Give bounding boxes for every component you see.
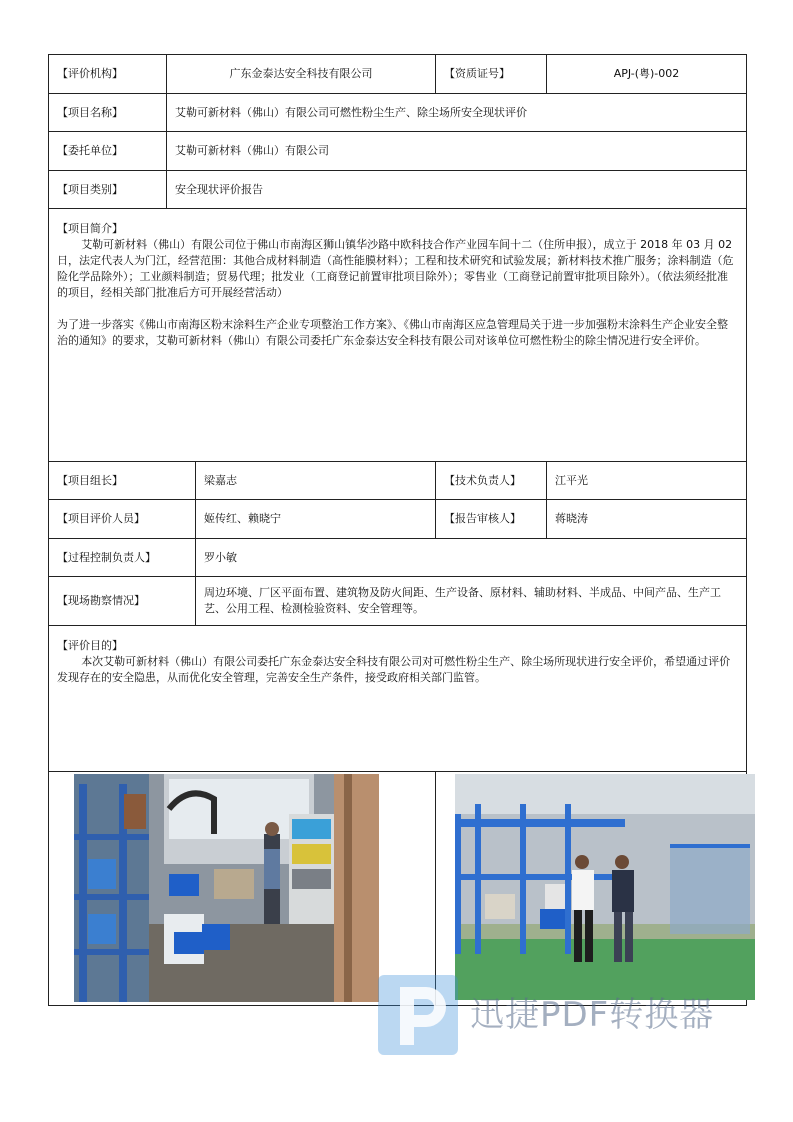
purpose-heading: 【评价目的】	[57, 639, 123, 652]
row-photos	[49, 772, 747, 1006]
tech-lead-value: 江平光	[547, 462, 747, 500]
leader-value: 梁嘉志	[196, 462, 436, 500]
client-label: 【委托单位】	[49, 132, 167, 171]
client-value: 艾勒可新材料（佛山）有限公司	[167, 132, 747, 171]
row-project-name	[49, 94, 747, 132]
row-leader	[49, 462, 747, 500]
row-staff	[49, 500, 747, 539]
org-label: 【评价机构】	[49, 55, 167, 94]
survey-value: 周边环境、厂区平面布置、建筑物及防火间距、生产设备、原材料、辅助材料、半成品、中间产品、生产工艺、公用工程、检测检验资料、安全管理等。	[196, 577, 747, 626]
evaluation-info-table	[48, 54, 747, 1006]
type-value: 安全现状评价报告	[167, 171, 747, 209]
purpose-section	[49, 626, 747, 772]
project-name-label: 【项目名称】	[49, 94, 167, 132]
survey-label: 【现场勘察情况】	[49, 577, 196, 626]
watermark-text: 迅捷PDF转换器	[470, 995, 715, 1035]
row-project-type	[49, 171, 747, 209]
site-photo-inspectors	[455, 774, 755, 1000]
intro-section	[49, 209, 747, 462]
row-purpose	[49, 626, 747, 772]
site-photo-warehouse	[74, 774, 379, 1002]
photo-cell-left	[49, 772, 436, 1006]
process-label: 【过程控制负责人】	[49, 539, 196, 577]
staff-label: 【项目评价人员】	[49, 500, 196, 539]
intro-heading: 【项目简介】	[57, 222, 123, 235]
cert-label: 【资质证号】	[436, 55, 547, 94]
tech-lead-label: 【技术负责人】	[436, 462, 547, 500]
row-process	[49, 539, 747, 577]
row-org	[49, 55, 747, 94]
pdf-converter-logo-icon	[378, 975, 458, 1055]
type-label: 【项目类别】	[49, 171, 167, 209]
reviewer-value: 蒋晓涛	[547, 500, 747, 539]
process-value: 罗小敏	[196, 539, 747, 577]
watermark	[378, 975, 738, 1059]
project-name-value: 艾勒可新材料（佛山）有限公司可燃性粉尘生产、除尘场所安全现状评价	[167, 94, 747, 132]
reviewer-label: 【报告审核人】	[436, 500, 547, 539]
cert-value: APJ-(粤)-002	[547, 55, 747, 94]
purpose-text: 本次艾勒可新材料（佛山）有限公司委托广东金泰达安全科技有限公司对可燃性粉尘生产、除尘场所现状进行安全评价，希望通过评价发现存在的安全隐患，从而优化安全管理，完善安全生产条件，接受政府相关部门监管。	[57, 655, 731, 684]
row-intro	[49, 209, 747, 462]
row-client	[49, 132, 747, 171]
intro-paragraph-1: 艾勒可新材料（佛山）有限公司位于佛山市南海区狮山镇华沙路中欧科技合作产业园车间十二（住所申报），成立于 2018 年 03 月 02 日，法定代表人为门江，经营范围：其他合成材料制造（高性能膜材料）；工程和技术研究和试验发展；新材料技术推广服务；涂料制造（危险化学品除外）；工业颜料制造；贸易代理；批发业（工商登记前置审批项目除外）；零售业（工商登记前置审批项目除外）。（依法须经批准的项目，经相关部门批准后方可开展经营活动）	[57, 238, 734, 299]
photo-cell-right	[436, 772, 747, 1006]
staff-value: 姬传红、赖晓宁	[196, 500, 436, 539]
intro-paragraph-2: 为了进一步落实《佛山市南海区粉末涂料生产企业专项整治工作方案》、《佛山市南海区应急管理局关于进一步加强粉末涂料生产企业安全整治的通知》的要求，艾勒可新材料（佛山）有限公司委托广东金泰达安全科技有限公司对该单位可燃性粉尘的除尘情况进行安全评价。	[57, 318, 728, 347]
row-survey	[49, 577, 747, 626]
org-value: 广东金泰达安全科技有限公司	[167, 55, 436, 94]
leader-label: 【项目组长】	[49, 462, 196, 500]
